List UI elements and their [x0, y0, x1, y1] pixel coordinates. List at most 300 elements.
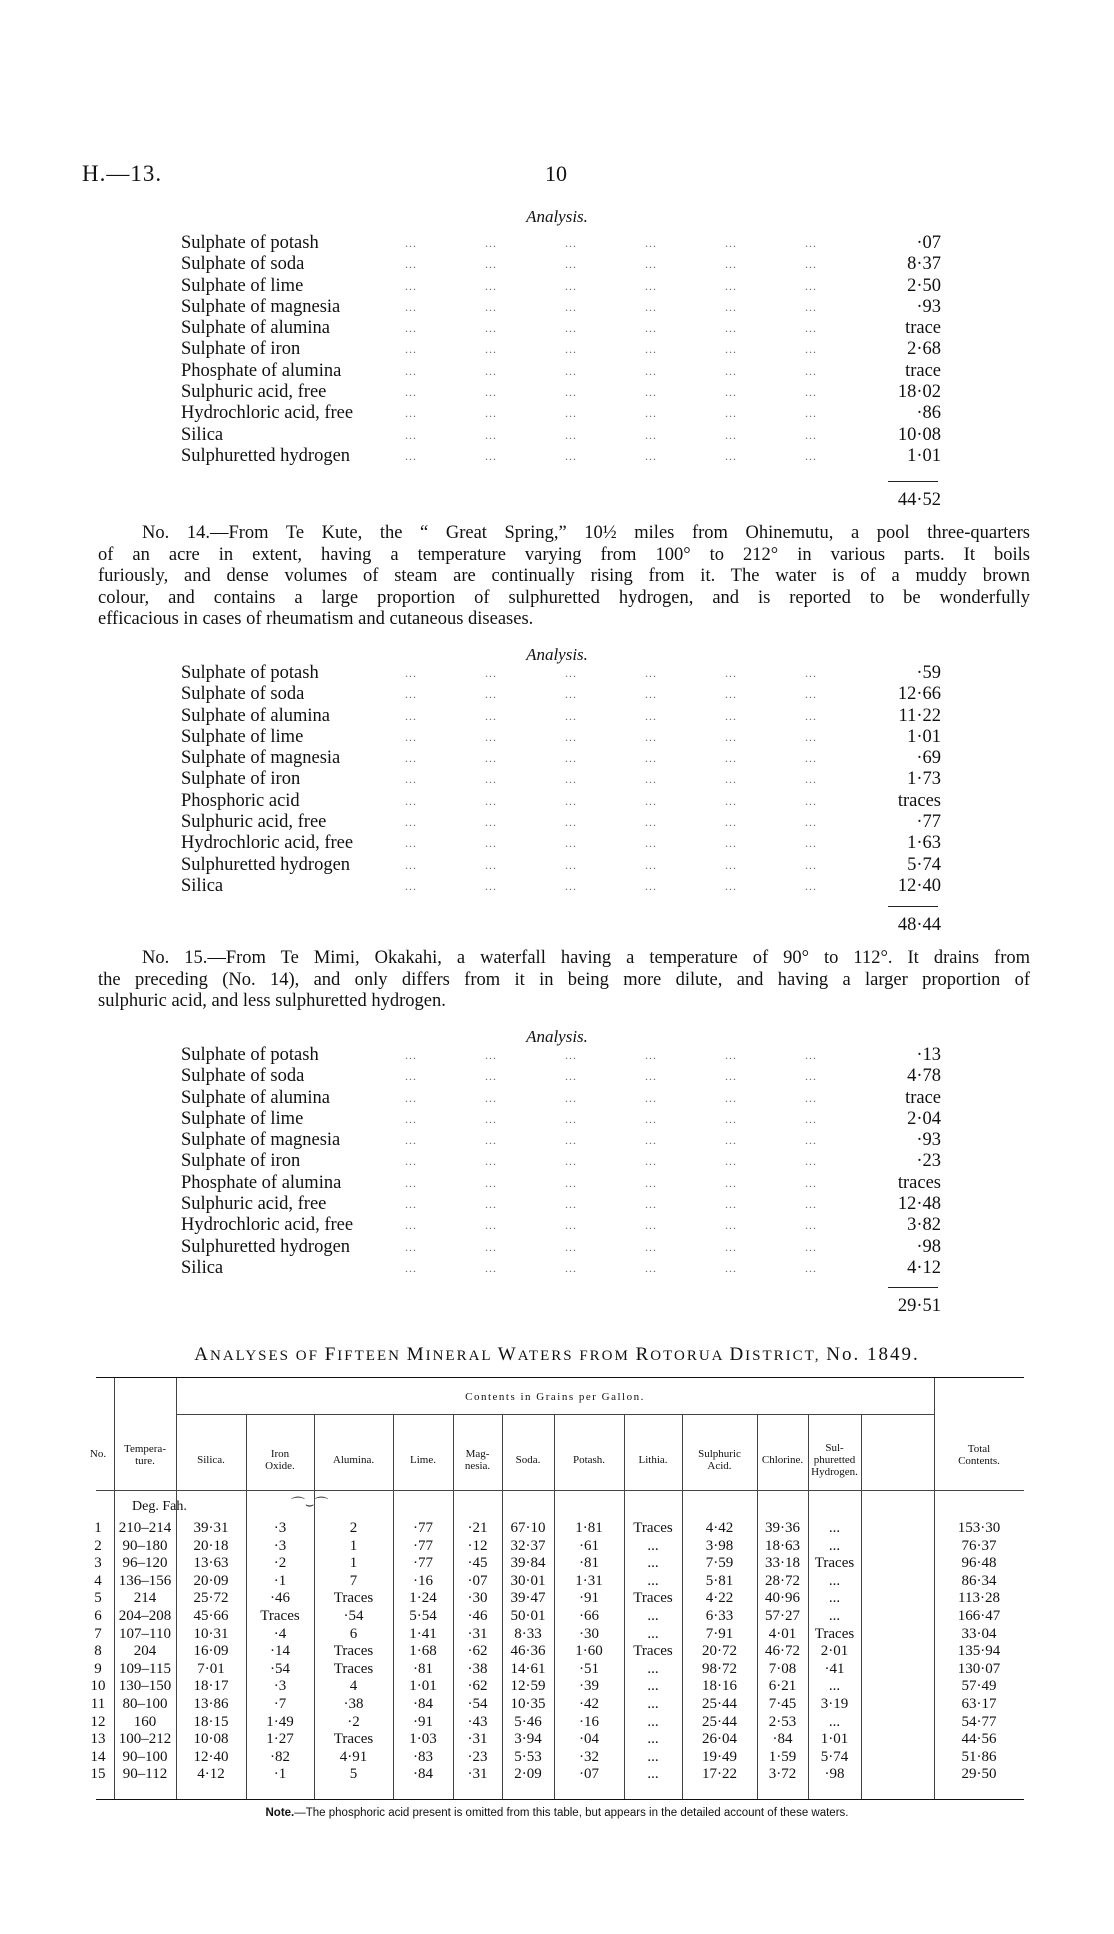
table-cell: 16·09: [193, 1643, 229, 1660]
title-part: M: [406, 1344, 426, 1365]
table-cell: 67·10: [510, 1520, 546, 1536]
leader-dots: ... ... ... ... ... ...: [405, 448, 817, 463]
compound-name: Sulphate of soda: [181, 684, 305, 705]
compound-name: Sulphate of lime: [181, 1108, 304, 1129]
analysis-row: [181, 663, 941, 684]
table-cell: ·43: [467, 1713, 488, 1730]
table-cell: 8·33: [514, 1625, 542, 1642]
compound-value: 12·40: [897, 875, 941, 896]
compound-value: ·93: [916, 1130, 941, 1151]
header-text: Hydrogen.: [811, 1466, 858, 1478]
compound-name: Silica: [181, 875, 224, 896]
table-cell: 20·18: [193, 1537, 229, 1554]
row-number: 2: [94, 1537, 102, 1554]
analysis-list-3: [181, 1045, 941, 1279]
note-text: —The phosphoric acid present is omitted from this table, but appears in the detailed account of these waters.: [294, 1807, 849, 1819]
table-cell: 4·22: [705, 1590, 734, 1607]
table-cell: ·30: [579, 1625, 599, 1642]
column-rule: [861, 1414, 862, 1799]
leader-dots: ... ... ... ... ... ...: [405, 1133, 817, 1148]
table-cell: ...: [647, 1731, 659, 1748]
compound-name: Sulphate of lime: [181, 726, 304, 747]
header-text: Acid.: [707, 1460, 732, 1472]
compound-name: Sulphate of magnesia: [181, 296, 341, 317]
table-cell: ...: [647, 1625, 659, 1642]
contents-heading: Contents in Grains per Gallon.: [465, 1391, 645, 1403]
table-cell: ·42: [579, 1696, 599, 1712]
analysis-row: [181, 833, 941, 854]
table-cell: 12·59: [510, 1678, 546, 1695]
header-iron: [246, 1448, 314, 1472]
table-cell: 2·53: [768, 1713, 797, 1730]
table-cell: ·46: [467, 1608, 488, 1624]
leader-dots: ... ... ... ... ... ...: [405, 236, 817, 250]
compound-value: 2·04: [907, 1108, 941, 1129]
compound-value: trace: [905, 318, 941, 339]
table-cell: 63·17: [961, 1696, 997, 1712]
table-cell: 7·91: [705, 1625, 734, 1642]
table-cell: ·81: [579, 1555, 599, 1572]
table-cell: 1·60: [575, 1643, 603, 1660]
table-cell: 90–112: [122, 1766, 168, 1783]
compound-name: Sulphuric acid, free: [181, 1194, 327, 1215]
leader-dots: ... ... ... ... ... ...: [405, 1239, 817, 1254]
analysis-row: [181, 727, 941, 748]
table-cell: 10·08: [193, 1731, 229, 1748]
table-cell: 1·27: [266, 1731, 294, 1748]
table-cell: ·61: [579, 1537, 599, 1554]
analysis-row: [181, 297, 941, 318]
analysis-row: [181, 446, 941, 467]
compound-value: ·93: [916, 296, 941, 317]
header-text: Lithia.: [638, 1454, 668, 1466]
title-part: F: [324, 1344, 338, 1365]
table-cell: ·84: [413, 1766, 433, 1783]
analysis-row: [181, 1258, 941, 1279]
compound-name: Sulphuric acid, free: [181, 382, 327, 403]
table-cell: ·31: [467, 1625, 488, 1642]
analysis-total-3: 29·51: [897, 1296, 941, 1316]
compound-name: Sulphate of iron: [181, 1151, 301, 1172]
header-sulphuretted: [808, 1442, 861, 1478]
header-text: Total: [967, 1443, 991, 1455]
table-cell: 33·18: [765, 1555, 800, 1572]
title-part: o. 1849.: [841, 1344, 920, 1365]
leader-dots: ... ... ... ... ... ...: [405, 1197, 817, 1212]
table-cell: ...: [647, 1572, 659, 1589]
header-sulphuric: [682, 1448, 757, 1472]
brace-symbol: ⌒⌣⌒: [291, 1498, 329, 1513]
leader-dots: ... ... ... ... ... ...: [405, 342, 817, 357]
table-cell: 25·72: [193, 1590, 229, 1607]
table-cell: Traces: [633, 1590, 673, 1607]
title-part: R: [635, 1344, 651, 1365]
table-cell: ·07: [467, 1572, 488, 1589]
title-part: D: [729, 1344, 746, 1365]
title-part: ATERS FROM: [517, 1348, 636, 1364]
table-cell: ...: [828, 1678, 841, 1695]
total-rule-1: [888, 481, 938, 482]
compound-value: ·59: [916, 663, 941, 683]
table-cell: 4·12: [197, 1766, 225, 1783]
table-cell: 45·66: [193, 1608, 229, 1624]
compound-value: 1·63: [907, 833, 941, 854]
compound-name: Phosphate of alumina: [181, 360, 342, 381]
compound-name: Sulphuretted hydrogen: [181, 445, 351, 466]
analysis-row: [181, 254, 941, 275]
table-cell: 44·56: [961, 1731, 997, 1748]
table-cell: ·12: [467, 1537, 488, 1554]
leader-dots: ... ... ... ... ... ...: [405, 1175, 817, 1190]
header-magnesia: [453, 1448, 502, 1472]
compound-name: Sulphate of potash: [181, 1045, 319, 1065]
table-cell: 6·33: [705, 1608, 734, 1624]
table-cell: 5·81: [705, 1572, 734, 1589]
compound-name: Sulphate of soda: [181, 1066, 305, 1087]
compound-value: 1·73: [907, 769, 941, 790]
table-cell: 39·36: [765, 1520, 800, 1536]
paragraph-line: furiously, and dense volumes of steam are continually rising from it. The water is of a muddy brown: [98, 566, 1030, 586]
compound-name: Sulphate of potash: [181, 233, 319, 253]
table-cell: ·3: [273, 1537, 287, 1554]
leader-dots: ... ... ... ... ... ...: [405, 1111, 817, 1126]
compound-value: traces: [897, 1172, 941, 1193]
table-cell: ·77: [413, 1537, 433, 1554]
paragraph-no14: [98, 523, 1030, 631]
table-cell: ·81: [413, 1660, 433, 1677]
table-cell: ...: [828, 1537, 841, 1554]
header-text: Alumina.: [332, 1454, 375, 1466]
header-text: Mag-: [465, 1448, 490, 1460]
table-cell: 7: [349, 1572, 358, 1589]
leader-dots: ... ... ... ... ... ...: [405, 666, 817, 680]
table-cell: 18·17: [193, 1678, 229, 1695]
table-cell: 204: [133, 1643, 157, 1660]
table-cell: 51·86: [961, 1748, 997, 1765]
table-cell: 33·04: [961, 1625, 997, 1642]
table-cell: ·98: [824, 1766, 845, 1783]
leader-dots: ... ... ... ... ... ...: [405, 1218, 817, 1233]
table-cell: 136–156: [118, 1572, 172, 1589]
table-cell: ...: [647, 1766, 659, 1783]
compound-value: 4·12: [907, 1257, 941, 1278]
table-cell: ·23: [467, 1748, 488, 1765]
row-number: 7: [94, 1625, 102, 1642]
paragraph-line: No. 14.—From Te Kute, the “ Great Spring,” 10½ miles from Ohinemutu, a pool three-quarters: [142, 523, 1030, 543]
table-cell: 28·72: [765, 1572, 800, 1589]
header-text: nesia.: [464, 1460, 491, 1472]
table-cell: 5: [349, 1766, 358, 1783]
analysis-row: [181, 1130, 941, 1151]
table-cell: 2·01: [820, 1643, 849, 1660]
table-cell: 12·40: [193, 1748, 229, 1765]
analysis-row: [181, 1109, 941, 1130]
table-cell: 14·61: [510, 1660, 546, 1677]
table-cell: ·1: [273, 1766, 287, 1783]
leader-dots: ... ... ... ... ... ...: [405, 1048, 817, 1062]
analysis-row: [181, 855, 941, 876]
analysis-row: [181, 233, 941, 254]
table-cell: 46·36: [510, 1643, 546, 1660]
table-cell: ·2: [273, 1555, 287, 1572]
analysis-list-2: [181, 663, 941, 897]
table-cell: ·7: [273, 1696, 287, 1712]
analysis-row: [181, 812, 941, 833]
table-cell: 6·21: [768, 1678, 797, 1695]
title-part: INERAL: [425, 1348, 498, 1364]
table-cell: Traces: [260, 1608, 300, 1624]
table-title: [0, 1344, 1114, 1366]
table-cell: 3·94: [514, 1731, 542, 1748]
header-text: Oxide.: [265, 1460, 295, 1472]
table-cell: ...: [647, 1608, 659, 1624]
compound-name: Sulphate of magnesia: [181, 748, 341, 769]
header-lime: [393, 1454, 453, 1466]
analysis-title-3: Analysis.: [526, 1027, 588, 1046]
row-number: 1: [94, 1520, 102, 1536]
table-cell: ·84: [413, 1696, 433, 1712]
title-part: N: [826, 1344, 842, 1365]
table-cell: 3·98: [705, 1537, 734, 1554]
analysis-row: [181, 684, 941, 705]
compound-name: Sulphate of lime: [181, 275, 304, 296]
table-cell: 20·72: [702, 1643, 737, 1660]
table-cell: 96–120: [122, 1555, 168, 1572]
table-cell: 1: [349, 1537, 358, 1554]
header-text: Sul-: [825, 1442, 844, 1454]
table-cell: ·3: [273, 1520, 287, 1536]
title-part: W: [497, 1344, 518, 1365]
table-cell: 1·59: [768, 1748, 797, 1765]
table-cell: 153·30: [957, 1520, 1001, 1536]
compound-name: Phosphoric acid: [181, 790, 300, 811]
table-cell: 135·94: [957, 1643, 1001, 1660]
table-cell: 1·01: [409, 1678, 437, 1695]
table-cell: ·77: [413, 1555, 433, 1572]
leader-dots: ... ... ... ... ... ...: [405, 751, 817, 766]
table-cell: 30·01: [510, 1572, 546, 1589]
table-cell: Traces: [814, 1625, 855, 1642]
compound-value: 1·01: [907, 445, 941, 466]
table-cell: 1·49: [266, 1713, 294, 1730]
compound-name: Sulphuric acid, free: [181, 812, 327, 833]
table-cell: 26·04: [702, 1731, 737, 1748]
table-cell: ·16: [413, 1572, 433, 1589]
table-cell: 10·31: [193, 1625, 229, 1642]
table-cell: 5·54: [409, 1608, 437, 1624]
title-part: ISTRICT,: [745, 1348, 827, 1364]
compound-value: 11·22: [898, 705, 941, 726]
compound-name: Silica: [181, 424, 224, 445]
table-cell: ·62: [467, 1643, 488, 1660]
table-cell: 4: [349, 1678, 358, 1695]
compound-value: ·13: [916, 1045, 941, 1065]
row-number: 6: [94, 1608, 102, 1624]
header-soda: [502, 1454, 554, 1466]
table-cell: 100–212: [118, 1731, 172, 1748]
table-cell: 2·09: [514, 1766, 542, 1783]
paragraph-line: of an acre in extent, having a temperature varying from 100° to 212° in various parts. It boils: [98, 544, 1030, 565]
table-cell: 76·37: [961, 1537, 997, 1554]
table-cell: 20·09: [193, 1572, 229, 1589]
table-cell: ·1: [273, 1572, 287, 1589]
table-cell: ·38: [343, 1696, 364, 1712]
paragraph-line: sulphuric acid, and less sulphuretted hydrogen.: [98, 991, 446, 1011]
paragraph-line: colour, and contains a large proportion of sulphuretted hydrogen, and is reported to be wonderfully: [98, 587, 1030, 608]
table-cell: ...: [828, 1520, 841, 1536]
compound-value: trace: [905, 1087, 941, 1108]
header-text: phuretted: [813, 1454, 856, 1466]
table-cell: 1·81: [575, 1520, 603, 1536]
table-cell: 1: [349, 1555, 358, 1572]
table-cell: 6: [349, 1625, 358, 1642]
header-potash: [554, 1454, 624, 1466]
table-cell: ...: [647, 1696, 659, 1712]
table-cell: 4·42: [705, 1520, 734, 1536]
table-cell: 214: [133, 1590, 157, 1607]
table-cell: 5·46: [514, 1713, 542, 1730]
leader-dots: ... ... ... ... ... ...: [405, 1090, 817, 1105]
analysis-row: [181, 382, 941, 403]
compound-value: 10·08: [897, 424, 941, 445]
leader-dots: ... ... ... ... ... ...: [405, 878, 817, 893]
table-cell: ·4: [273, 1625, 287, 1642]
analysis-row: [181, 1173, 941, 1194]
leader-dots: ... ... ... ... ... ...: [405, 687, 817, 702]
mineral-waters-table: [89, 1377, 1024, 1800]
table-cell: 3·72: [768, 1766, 797, 1783]
compound-name: Sulphate of alumina: [181, 318, 330, 339]
table-cell: ...: [828, 1713, 841, 1730]
paragraph-no15: [98, 948, 1030, 1013]
compound-value: 18·02: [897, 382, 941, 403]
row-number: 9: [94, 1660, 102, 1677]
analysis-row: [181, 361, 941, 382]
total-rule-3: [888, 1287, 938, 1288]
compound-value: trace: [905, 360, 941, 381]
header-text: Silica.: [197, 1454, 225, 1466]
compound-name: Sulphuretted hydrogen: [181, 854, 351, 875]
header-text: Lime.: [410, 1454, 436, 1466]
analysis-row: [181, 1066, 941, 1087]
row-number: 5: [94, 1590, 102, 1607]
table-cell: 46·72: [765, 1643, 800, 1660]
paragraph-line: the preceding (No. 14), and only differs from it in being more dilute, and having a larger proportion of: [98, 969, 1030, 990]
analysis-row: [181, 876, 941, 897]
table-cell: ·04: [579, 1731, 599, 1748]
analysis-row: [181, 1237, 941, 1258]
compound-value: 5·74: [907, 854, 941, 875]
table-cell: Traces: [633, 1643, 673, 1660]
compound-name: Hydrochloric acid, free: [181, 1215, 354, 1236]
table-cell: ·41: [824, 1660, 845, 1677]
table-cell: Traces: [333, 1660, 374, 1677]
table-cell: 50·01: [510, 1608, 546, 1624]
table-cell: 13·63: [193, 1555, 229, 1572]
analysis-title-1: Analysis.: [526, 207, 588, 226]
table-cell: 39·47: [510, 1590, 546, 1607]
analysis-row: [181, 318, 941, 339]
table-cell: ·54: [467, 1696, 488, 1712]
table-cell: 90–180: [122, 1537, 168, 1554]
table-cell: ·77: [413, 1520, 433, 1536]
table-cell: 5·74: [820, 1748, 849, 1765]
leader-dots: ... ... ... ... ... ...: [405, 1260, 817, 1275]
table-cell: ·82: [270, 1748, 290, 1765]
table-cell: 210–214: [118, 1520, 172, 1536]
row-number: 8: [94, 1643, 102, 1660]
leader-dots: ... ... ... ... ... ...: [405, 427, 817, 442]
analysis-row: [181, 425, 941, 446]
compound-value: traces: [897, 790, 941, 811]
table-cell: 18·63: [765, 1537, 800, 1554]
table-cell: ·45: [467, 1555, 488, 1572]
table-cell: ...: [647, 1678, 659, 1695]
compound-name: Sulphate of alumina: [181, 1087, 330, 1108]
leader-dots: ... ... ... ... ... ...: [405, 363, 817, 378]
row-number: 14: [90, 1748, 106, 1765]
table-cell: 7·08: [768, 1660, 797, 1677]
table-cell: ·91: [579, 1590, 599, 1607]
table-cell: ·3: [273, 1678, 287, 1695]
compound-value: ·07: [916, 233, 941, 253]
compound-name: Sulphate of iron: [181, 769, 301, 790]
header-alumina: [314, 1454, 393, 1466]
row-number: 4: [94, 1572, 102, 1589]
table-cell: 2: [349, 1520, 358, 1536]
table-cell: ·21: [467, 1520, 488, 1536]
table-cell: ·51: [579, 1660, 599, 1677]
table-cell: 54·77: [961, 1713, 997, 1730]
leader-dots: ... ... ... ... ... ...: [405, 708, 817, 723]
table-cell: 160: [133, 1713, 157, 1730]
compound-name: Sulphate of magnesia: [181, 1130, 341, 1151]
header-temp: [114, 1443, 176, 1467]
header-text: Tempera-: [124, 1443, 166, 1455]
leader-dots: ... ... ... ... ... ...: [405, 278, 817, 293]
title-part: NALYSES OF: [210, 1348, 325, 1364]
analysis-row: [181, 1194, 941, 1215]
table-cell: ·46: [270, 1590, 290, 1607]
compound-name: Sulphate of soda: [181, 254, 305, 275]
leader-dots: ... ... ... ... ... ...: [405, 815, 817, 830]
table-cell: ·62: [467, 1678, 488, 1695]
table-cell: ·30: [467, 1590, 488, 1607]
table-cell: 39·31: [193, 1520, 229, 1536]
analysis-row: [181, 769, 941, 790]
table-cell: ·31: [467, 1731, 488, 1748]
table-cell: 57·27: [765, 1608, 800, 1624]
header-text: Iron: [270, 1448, 290, 1460]
table-cell: ·91: [413, 1713, 433, 1730]
header-rule: [96, 1490, 1024, 1491]
analysis-row: [181, 276, 941, 297]
header-chlorine: [757, 1454, 808, 1466]
table-cell: 166·47: [957, 1608, 1001, 1624]
analysis-total-1: 44·52: [897, 490, 941, 510]
table-cell: ·07: [579, 1766, 599, 1783]
table-cell: ·54: [343, 1608, 364, 1624]
temp-unit-label: Deg. Fah.: [132, 1499, 187, 1514]
paragraph-line: No. 15.—From Te Mimi, Okakahi, a waterfall having a temperature of 90° to 112°. It drains from: [142, 948, 1030, 968]
leader-dots: ... ... ... ... ... ...: [405, 836, 817, 851]
table-cell: 39·84: [510, 1555, 546, 1572]
title-part: IFTEEN: [337, 1348, 407, 1364]
header-text: Sulphuric: [698, 1448, 741, 1460]
table-cell: Traces: [814, 1555, 855, 1572]
title-part: A: [194, 1344, 211, 1365]
total-rule-2: [888, 906, 938, 907]
